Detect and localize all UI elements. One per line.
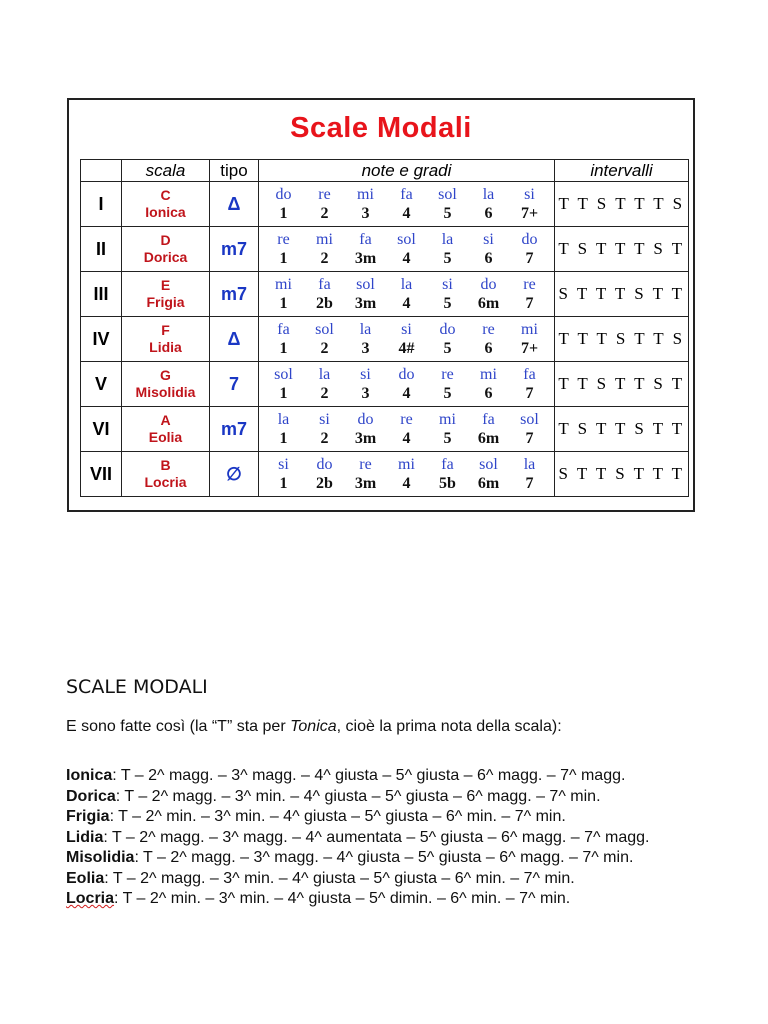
row-notes-degrees bbox=[259, 227, 555, 272]
degree: 4 bbox=[402, 475, 411, 492]
mode-intervals-text: : T – 2^ min. – 3^ min. – 4^ giusta – 5^ dimin. – 6^ min. – 7^ min. bbox=[114, 890, 571, 907]
table-row bbox=[81, 452, 689, 497]
note-name: fa bbox=[441, 456, 454, 473]
degree: 6 bbox=[484, 340, 493, 357]
degree: 6m bbox=[477, 295, 500, 312]
note-name: la bbox=[441, 231, 454, 248]
scale-mode-name: Lidia bbox=[149, 339, 182, 355]
degree: 2 bbox=[320, 205, 329, 222]
note-name: do bbox=[480, 276, 497, 293]
scale-letter: G bbox=[160, 367, 171, 383]
scale-letter: B bbox=[160, 457, 171, 473]
note-name: mi bbox=[357, 186, 374, 203]
degree: 3m bbox=[354, 295, 377, 312]
note-name: mi bbox=[480, 366, 497, 383]
note-name: si bbox=[360, 366, 371, 383]
degree: 5b bbox=[439, 475, 456, 492]
table-row bbox=[81, 362, 689, 407]
note-name: sol bbox=[274, 366, 293, 383]
scale-letter: D bbox=[160, 232, 171, 248]
row-number: V bbox=[81, 362, 122, 407]
note-name: re bbox=[523, 276, 536, 293]
row-chord-type: 7 bbox=[210, 362, 259, 407]
table-header-row bbox=[81, 160, 689, 182]
degree: 2 bbox=[320, 250, 329, 267]
note-name: re bbox=[359, 456, 372, 473]
mode-intervals-text: : T – 2^ magg. – 3^ magg. – 4^ giusta – 5^ giusta – 6^ magg. – 7^ min. bbox=[134, 849, 634, 866]
notes-grid bbox=[259, 410, 554, 448]
note-name: mi bbox=[398, 456, 415, 473]
note-name: do bbox=[398, 366, 415, 383]
note-name: si bbox=[401, 321, 412, 338]
note-name: sol bbox=[520, 411, 539, 428]
row-notes-degrees bbox=[259, 272, 555, 317]
mode-intervals-text: : T – 2^ magg. – 3^ magg. – 4^ aumentata – 5^ giusta – 6^ magg. – 7^ magg. bbox=[103, 828, 650, 846]
degree: 5 bbox=[443, 295, 452, 312]
intro-text bbox=[66, 718, 562, 736]
row-chord-type: m7 bbox=[210, 272, 259, 317]
note-name: si bbox=[524, 186, 535, 203]
degree: 7 bbox=[525, 430, 534, 447]
degree: 6 bbox=[484, 385, 493, 402]
note-name: mi bbox=[439, 411, 456, 428]
row-intervals: S T T T S T T bbox=[555, 272, 689, 317]
row-notes-degrees bbox=[259, 362, 555, 407]
header-scala: scala bbox=[122, 160, 210, 182]
degree: 1 bbox=[279, 295, 288, 312]
scale-modali-figure bbox=[67, 98, 695, 512]
degree: 6 bbox=[484, 205, 493, 222]
table-row bbox=[81, 317, 689, 362]
row-scale bbox=[122, 317, 210, 362]
row-number: III bbox=[81, 272, 122, 317]
note-name: sol bbox=[315, 321, 334, 338]
degree: 7 bbox=[525, 250, 534, 267]
row-scale bbox=[122, 407, 210, 452]
degree: 5 bbox=[443, 430, 452, 447]
degree: 2b bbox=[316, 475, 333, 492]
table-row bbox=[81, 227, 689, 272]
degree: 7 bbox=[525, 385, 534, 402]
note-name: do bbox=[275, 186, 292, 203]
degree: 7 bbox=[525, 295, 534, 312]
scale-letter: F bbox=[161, 322, 170, 338]
note-name: fa bbox=[400, 186, 413, 203]
row-scale bbox=[122, 272, 210, 317]
note-name: fa bbox=[523, 366, 536, 383]
note-name: re bbox=[441, 366, 454, 383]
table-row bbox=[81, 272, 689, 317]
row-intervals: T T S T T T S bbox=[555, 182, 689, 227]
degree: 1 bbox=[279, 385, 288, 402]
degree: 2 bbox=[320, 385, 329, 402]
degree: 6 bbox=[484, 250, 493, 267]
row-intervals: T T T S T T S bbox=[555, 317, 689, 362]
note-name: mi bbox=[521, 321, 538, 338]
row-scale bbox=[122, 452, 210, 497]
degree: 5 bbox=[443, 385, 452, 402]
degree: 4# bbox=[398, 340, 415, 357]
note-name: la bbox=[359, 321, 372, 338]
mode-description bbox=[66, 869, 736, 890]
mode-name: Lidia bbox=[66, 828, 104, 846]
table-row bbox=[81, 407, 689, 452]
scale-mode-name: Misolidia bbox=[135, 384, 196, 400]
degree: 1 bbox=[279, 475, 288, 492]
note-name: fa bbox=[277, 321, 290, 338]
figure-title: Scale Modali bbox=[290, 112, 472, 144]
degree: 6m bbox=[477, 430, 500, 447]
note-name: fa bbox=[359, 231, 372, 248]
note-name: la bbox=[482, 186, 495, 203]
row-number: I bbox=[81, 182, 122, 227]
row-scale bbox=[122, 227, 210, 272]
modes-table bbox=[80, 159, 689, 497]
note-name: sol bbox=[397, 231, 416, 248]
intro-before: E sono fatte così (la “T” sta per bbox=[66, 718, 291, 735]
header-notes: note e gradi bbox=[259, 160, 555, 182]
note-name: sol bbox=[356, 276, 375, 293]
header-number bbox=[81, 160, 122, 182]
mode-intervals-text: : T – 2^ magg. – 3^ min. – 4^ giusta – 5^ giusta – 6^ magg. – 7^ min. bbox=[115, 787, 601, 805]
degree: 2 bbox=[320, 430, 329, 447]
row-number: IV bbox=[81, 317, 122, 362]
mode-name: Locria bbox=[66, 890, 115, 907]
header-intervals: intervalli bbox=[555, 160, 689, 182]
degree: 1 bbox=[279, 250, 288, 267]
note-name: re bbox=[277, 231, 290, 248]
row-scale bbox=[122, 362, 210, 407]
degree: 3 bbox=[361, 205, 370, 222]
note-name: la bbox=[277, 411, 290, 428]
notes-grid bbox=[259, 185, 554, 223]
note-name: do bbox=[521, 231, 538, 248]
note-name: re bbox=[482, 321, 495, 338]
table-row bbox=[81, 182, 689, 227]
row-intervals: S T T S T T T bbox=[555, 452, 689, 497]
section-title: SCALE MODALI bbox=[66, 676, 208, 698]
note-name: si bbox=[319, 411, 330, 428]
note-name: mi bbox=[316, 231, 333, 248]
row-scale bbox=[122, 182, 210, 227]
row-number: VI bbox=[81, 407, 122, 452]
row-number: VII bbox=[81, 452, 122, 497]
note-name: la bbox=[523, 456, 536, 473]
mode-name: Frigia bbox=[66, 808, 110, 825]
note-name: si bbox=[442, 276, 453, 293]
mode-intervals-text: : T – 2^ magg. – 3^ magg. – 4^ giusta – 5^ giusta – 6^ magg. – 7^ magg. bbox=[112, 767, 626, 784]
row-chord-type: ∅ bbox=[210, 452, 259, 497]
degree: 7+ bbox=[520, 340, 539, 357]
degree: 3m bbox=[354, 475, 377, 492]
notes-grid bbox=[259, 275, 554, 313]
degree: 1 bbox=[279, 205, 288, 222]
mode-descriptions bbox=[66, 766, 736, 910]
note-name: do bbox=[439, 321, 456, 338]
degree: 3 bbox=[361, 385, 370, 402]
row-number: II bbox=[81, 227, 122, 272]
degree: 1 bbox=[279, 340, 288, 357]
mode-description bbox=[66, 787, 736, 808]
degree: 3m bbox=[354, 430, 377, 447]
scale-letter: A bbox=[160, 412, 171, 428]
note-name: la bbox=[318, 366, 331, 383]
degree: 4 bbox=[402, 205, 411, 222]
degree: 5 bbox=[443, 250, 452, 267]
row-notes-degrees bbox=[259, 317, 555, 362]
mode-name: Misolidia bbox=[66, 849, 135, 866]
row-chord-type: Δ bbox=[210, 182, 259, 227]
note-name: do bbox=[357, 411, 374, 428]
note-name: sol bbox=[438, 186, 457, 203]
row-chord-type: Δ bbox=[210, 317, 259, 362]
scale-mode-name: Ionica bbox=[145, 204, 186, 220]
mode-description bbox=[66, 828, 736, 849]
mode-intervals-text: : T – 2^ min. – 3^ min. – 4^ giusta – 5^ giusta – 6^ min. – 7^ min. bbox=[109, 808, 566, 825]
row-notes-degrees bbox=[259, 407, 555, 452]
scale-mode-name: Eolia bbox=[148, 429, 183, 445]
mode-intervals-text: : T – 2^ magg. – 3^ min. – 4^ giusta – 5^ giusta – 6^ min. – 7^ min. bbox=[104, 869, 575, 887]
degree: 4 bbox=[402, 385, 411, 402]
mode-name: Eolia bbox=[66, 869, 105, 887]
scale-letter: E bbox=[160, 277, 171, 293]
degree: 4 bbox=[402, 430, 411, 447]
row-chord-type: m7 bbox=[210, 407, 259, 452]
note-name: fa bbox=[482, 411, 495, 428]
scale-mode-name: Locria bbox=[144, 474, 187, 490]
mode-name: Ionica bbox=[66, 767, 113, 784]
notes-grid bbox=[259, 320, 554, 358]
row-notes-degrees bbox=[259, 452, 555, 497]
mode-description bbox=[66, 848, 736, 869]
header-tipo: tipo bbox=[210, 160, 259, 182]
degree: 4 bbox=[402, 295, 411, 312]
degree: 5 bbox=[443, 205, 452, 222]
note-name: si bbox=[483, 231, 494, 248]
note-name: do bbox=[316, 456, 333, 473]
row-notes-degrees bbox=[259, 182, 555, 227]
mode-name: Dorica bbox=[66, 787, 116, 805]
intro-after: , cioè la prima nota della scala): bbox=[336, 718, 562, 735]
notes-grid bbox=[259, 365, 554, 403]
degree: 4 bbox=[402, 250, 411, 267]
notes-grid bbox=[259, 455, 554, 493]
note-name: si bbox=[278, 456, 289, 473]
degree: 6m bbox=[477, 475, 500, 492]
degree: 5 bbox=[443, 340, 452, 357]
degree: 2b bbox=[316, 295, 333, 312]
row-chord-type: m7 bbox=[210, 227, 259, 272]
scale-letter: C bbox=[160, 187, 171, 203]
degree: 7+ bbox=[520, 205, 539, 222]
degree: 3m bbox=[354, 250, 377, 267]
row-intervals: T T S T T S T bbox=[555, 362, 689, 407]
note-name: fa bbox=[318, 276, 331, 293]
degree: 2 bbox=[320, 340, 329, 357]
note-name: mi bbox=[275, 276, 292, 293]
mode-description bbox=[66, 766, 736, 787]
row-intervals: T S T T T S T bbox=[555, 227, 689, 272]
notes-grid bbox=[259, 230, 554, 268]
intro-tonica: Tonica bbox=[290, 718, 337, 735]
note-name: sol bbox=[479, 456, 498, 473]
mode-description bbox=[66, 889, 736, 910]
degree: 3 bbox=[361, 340, 370, 357]
note-name: re bbox=[400, 411, 413, 428]
degree: 7 bbox=[525, 475, 534, 492]
scale-mode-name: Frigia bbox=[146, 294, 185, 310]
degree: 1 bbox=[279, 430, 288, 447]
note-name: re bbox=[318, 186, 331, 203]
row-intervals: T S T T S T T bbox=[555, 407, 689, 452]
note-name: la bbox=[400, 276, 413, 293]
scale-mode-name: Dorica bbox=[143, 249, 188, 265]
mode-description bbox=[66, 807, 736, 828]
